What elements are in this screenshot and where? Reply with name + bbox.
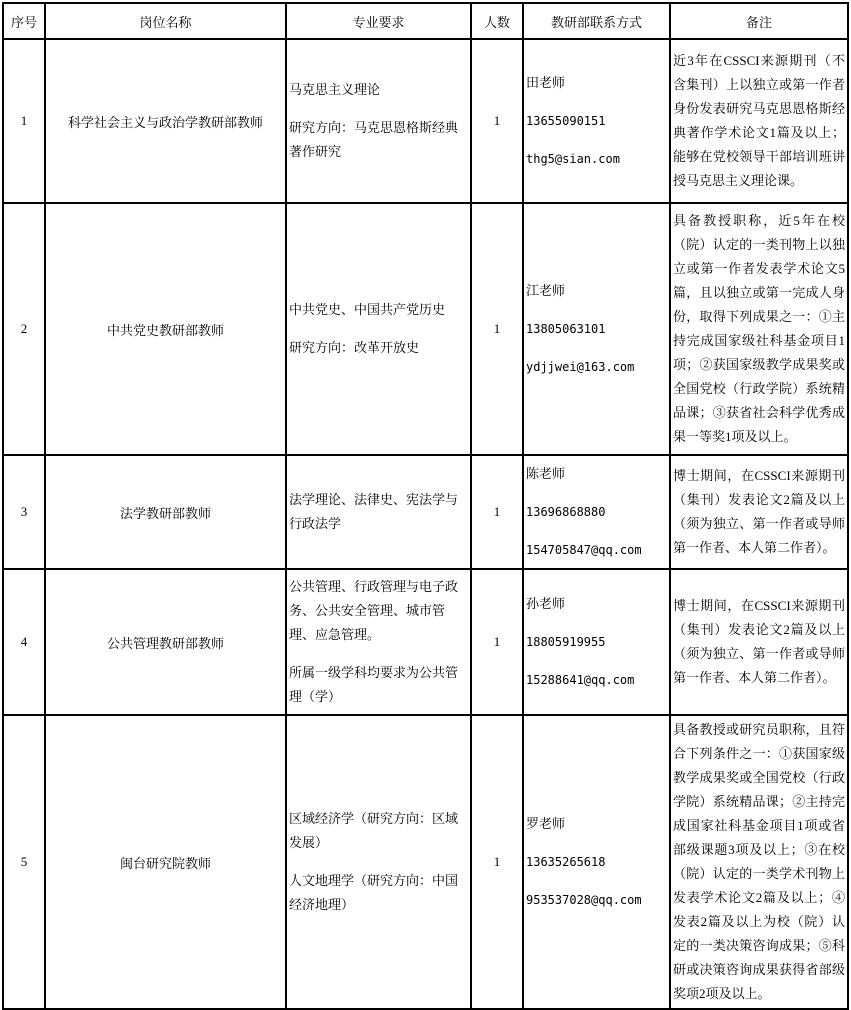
- cell-position-name: 闽台研究院教师: [45, 715, 286, 1009]
- cell-position-name: 法学教研部教师: [45, 455, 286, 569]
- col-header-remarks: 备注: [670, 3, 848, 39]
- col-header-contact: 教研部联系方式: [523, 3, 670, 39]
- contact-email: ydjjwei@163.com: [526, 360, 635, 374]
- contact-name: 江老师: [526, 283, 566, 298]
- cell-contact: [523, 203, 670, 455]
- cell-serial-no: 2: [3, 203, 45, 455]
- cell-remarks: 博士期间，在CSSCI来源期刊（集刊）发表论文2篇及以上（须为独立、第一作者或导师第一作者、本人第二作者）。: [670, 455, 848, 569]
- cell-remarks: 具备教授或研究员职称，且符合下列条件之一：①获国家级教学成果奖或全国党校（行政学院）系统精品课；②主持完成国家社科基金项目1项或省部级课题3项及以上；③在校（院）认定的一类学术刊物上发表学术论文2篇及以上；④发表2篇及以上为校（院）认定的一类决策咨询成果；⑤科研或决策咨询成果获得省部级奖项2项及以上。: [670, 715, 848, 1009]
- cell-major-requirement: [286, 715, 471, 1009]
- requirement-line: 公共管理、行政管理与电子政务、公共安全管理、城市管理、应急管理。: [289, 579, 459, 642]
- contact-name: 田老师: [526, 75, 566, 90]
- cell-headcount: 1: [471, 715, 523, 1009]
- contact-email: 953537028@qq.com: [526, 893, 642, 907]
- requirement-line: 研究方向：改革开放史: [289, 340, 420, 355]
- contact-phone: 13655090151: [526, 114, 606, 128]
- cell-headcount: 1: [471, 39, 523, 203]
- contact-name: 陈老师: [526, 466, 566, 481]
- col-header-position-name: 岗位名称: [45, 3, 286, 39]
- cell-remarks: 近3年在CSSCI来源期刊（不含集刊）上以独立或第一作者身份发表研究马克思恩格斯经典著作学术论文1篇及以上；能够在党校领导干部培训班讲授马克思主义理论课。: [670, 39, 848, 203]
- cell-contact: [523, 455, 670, 569]
- requirement-line: 人文地理学（研究方向：中国经济地理）: [289, 873, 459, 912]
- cell-contact: [523, 39, 670, 203]
- contact-name: 罗老师: [526, 816, 566, 831]
- contact-phone: 18805919955: [526, 635, 606, 649]
- contact-phone: 13696868880: [526, 505, 606, 519]
- cell-contact: [523, 715, 670, 1009]
- cell-major-requirement: [286, 39, 471, 203]
- cell-remarks: 博士期间，在CSSCI来源期刊（集刊）发表论文2篇及以上（须为独立、第一作者或导师第一作者、本人第二作者）。: [670, 569, 848, 715]
- table-row: [3, 39, 848, 203]
- requirement-line: 所属一级学科均要求为公共管理（学）: [289, 665, 459, 704]
- table-row: [3, 569, 848, 715]
- col-header-serial-no: 序号: [3, 3, 45, 39]
- header-row: [3, 3, 848, 39]
- cell-serial-no: 5: [3, 715, 45, 1009]
- cell-serial-no: 1: [3, 39, 45, 203]
- cell-remarks: 具备教授职称，近5年在校（院）认定的一类刊物上以独立或第一作者发表学术论文5篇，且以独立或第一完成人身份，取得下列成果之一：①主持完成国家级社科基金项目1项；②获国家级教学成果奖或全国党校（行政学院）系统精品课；③获省社会科学优秀成果一等奖1项及以上。: [670, 203, 848, 455]
- cell-headcount: 1: [471, 569, 523, 715]
- contact-phone: 13635265618: [526, 855, 606, 869]
- requirement-line: 法学理论、法律史、宪法学与行政法学: [289, 492, 459, 531]
- contact-email: 154705847@qq.com: [526, 543, 642, 557]
- requirement-line: 马克思主义理论: [289, 82, 381, 97]
- table-row: [3, 455, 848, 569]
- requirement-line: 区域经济学（研究方向：区域发展）: [289, 811, 459, 850]
- requirement-line: 中共党史、中国共产党历史: [289, 302, 446, 317]
- cell-contact: [523, 569, 670, 715]
- contact-email: 15288641@qq.com: [526, 673, 635, 687]
- cell-serial-no: 4: [3, 569, 45, 715]
- requirement-line: 研究方向：马克思恩格斯经典著作研究: [289, 120, 459, 159]
- cell-major-requirement: [286, 455, 471, 569]
- cell-position-name: 科学社会主义与政治学教研部教师: [45, 39, 286, 203]
- recruitment-positions-table: [2, 2, 849, 1010]
- col-header-headcount: 人数: [471, 3, 523, 39]
- contact-name: 孙老师: [526, 596, 566, 611]
- table-row: [3, 203, 848, 455]
- cell-headcount: 1: [471, 203, 523, 455]
- cell-headcount: 1: [471, 455, 523, 569]
- cell-major-requirement: [286, 203, 471, 455]
- cell-position-name: 中共党史教研部教师: [45, 203, 286, 455]
- contact-phone: 13805063101: [526, 322, 606, 336]
- col-header-major-requirement: 专业要求: [286, 3, 471, 39]
- contact-email: thg5@sian.com: [526, 152, 620, 166]
- table-row: [3, 715, 848, 1009]
- cell-major-requirement: [286, 569, 471, 715]
- cell-position-name: 公共管理教研部教师: [45, 569, 286, 715]
- cell-serial-no: 3: [3, 455, 45, 569]
